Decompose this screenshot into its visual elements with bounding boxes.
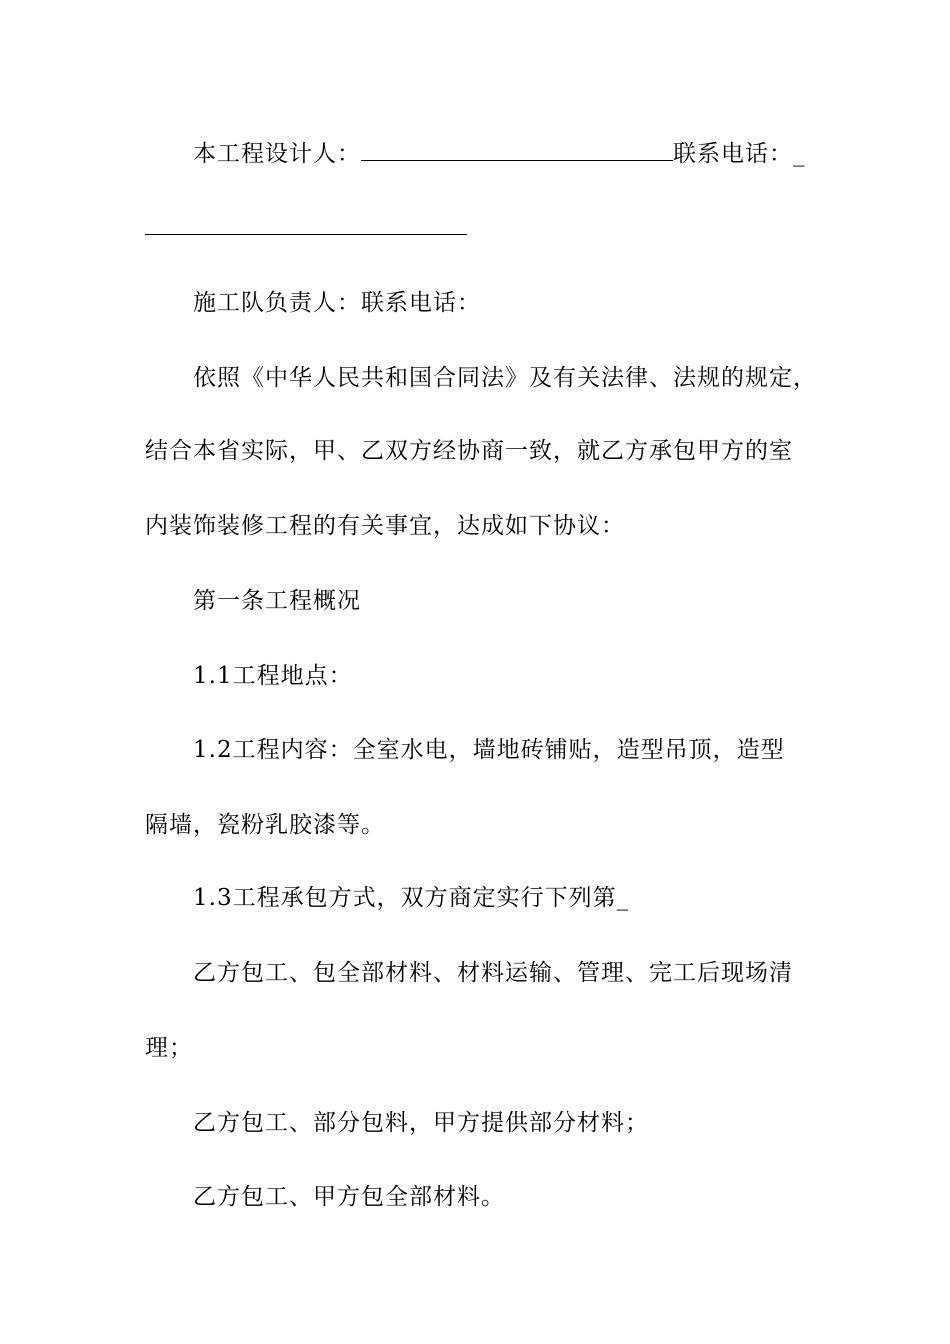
- item-1-3: 1.3工程承包方式，双方商定实行下列第_: [193, 885, 630, 911]
- item-1-2-line-2: 隔墙，瓷粉乳胶漆等。: [145, 812, 385, 838]
- article-1-title: 第一条工程概况: [193, 588, 361, 614]
- item-1-1: 1.1工程地点：: [193, 663, 353, 689]
- option-c: 乙方包工、甲方包全部材料。: [193, 1184, 505, 1210]
- option-a-line-1: 乙方包工、包全部材料、材料运输、管理、完工后现场清: [193, 960, 793, 986]
- designer-line: [193, 140, 806, 168]
- designer-blank: [361, 140, 673, 161]
- option-a-line-2: 理；: [145, 1035, 193, 1061]
- preamble-line-2: 结合本省实际，甲、乙双方经协商一致，就乙方承包甲方的室: [145, 438, 793, 464]
- option-b: 乙方包工、部分包料，甲方提供部分材料；: [193, 1110, 649, 1136]
- team-leader-line: 施工队负责人：联系电话：: [193, 290, 481, 316]
- item-1-2-line-1: 1.2工程内容：全室水电，墙地砖铺贴，造型吊顶，造型: [193, 737, 785, 763]
- designer-phone-blank: [145, 234, 467, 235]
- preamble-line-3: 内装饰装修工程的有关事宜，达成如下协议：: [145, 513, 625, 539]
- preamble-line-1: 依照《中华人民共和国合同法》及有关法律、法规的规定，: [193, 365, 817, 391]
- designer-phone-trailing: _: [793, 141, 806, 167]
- designer-label: 本工程设计人：: [193, 141, 361, 167]
- designer-phone-label: 联系电话：: [673, 141, 793, 167]
